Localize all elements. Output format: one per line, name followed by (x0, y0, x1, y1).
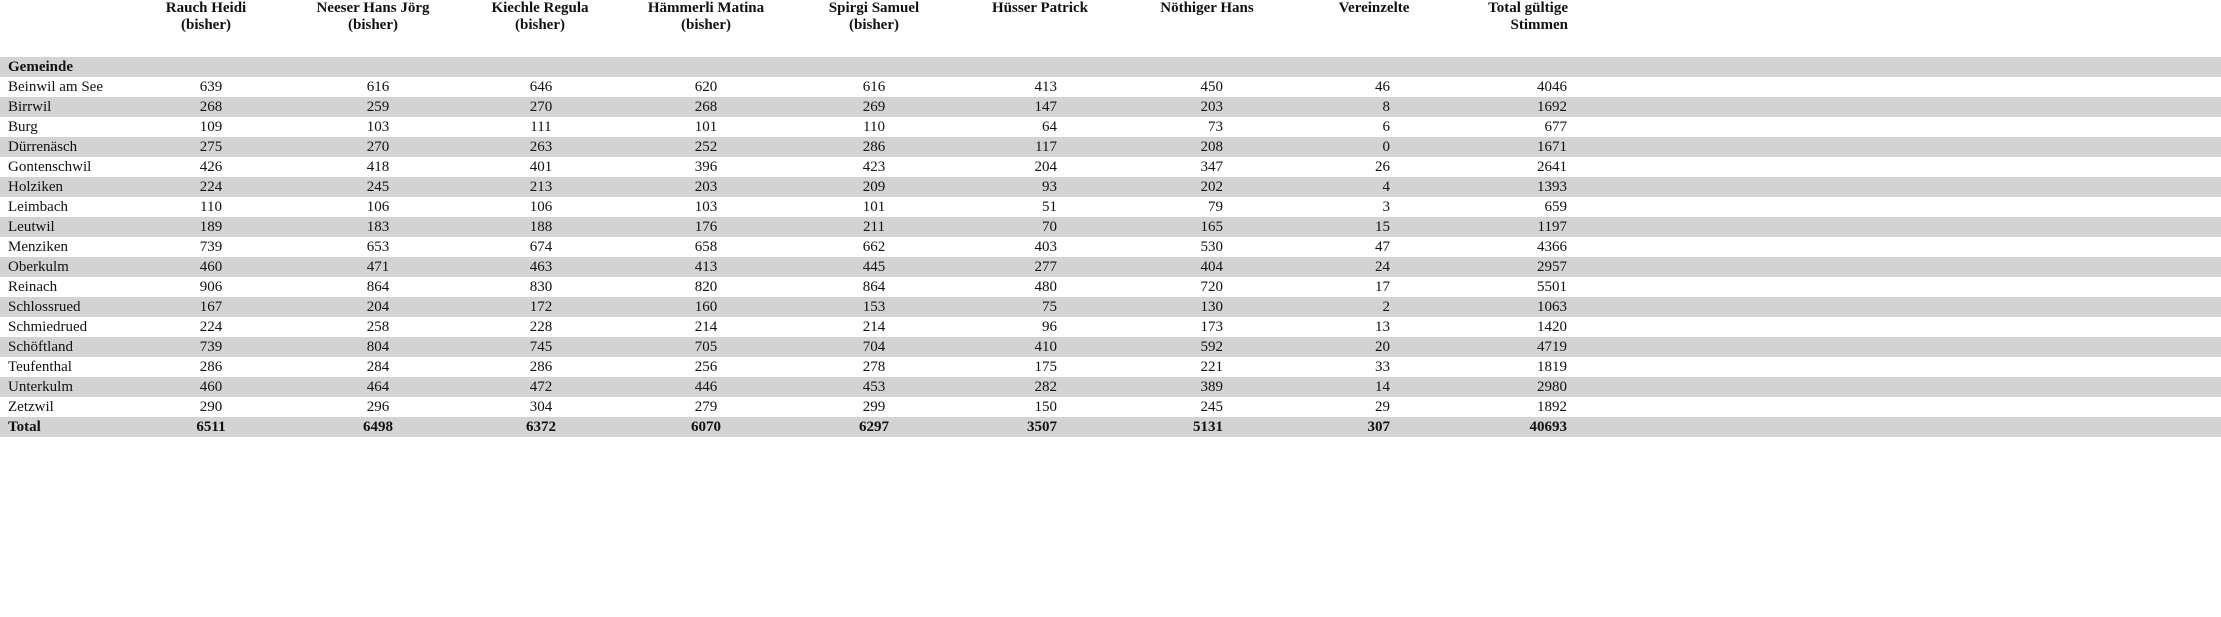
table-row (0, 77, 2221, 97)
vote-count-cell: 286 (529, 358, 553, 375)
vote-count-cell: 208 (1200, 138, 1223, 155)
column-header-line2: (bisher) (681, 17, 731, 33)
vote-count-cell: 1819 (1537, 358, 1567, 375)
vote-count-cell: 720 (1200, 278, 1223, 295)
vote-count-cell: 203 (1200, 98, 1223, 115)
vote-count-cell: 29 (1375, 398, 1390, 415)
column-header-line2: (bisher) (181, 17, 231, 33)
vote-count-cell: 256 (694, 358, 718, 375)
vote-count-cell: 464 (366, 378, 390, 395)
column-header-neeser (273, 0, 473, 34)
vote-count-cell: 279 (694, 398, 718, 415)
municipality-name: Leutwil (8, 218, 55, 235)
column-header-line1: Vereinzelte (1338, 0, 1410, 16)
vote-count-cell: 269 (862, 98, 886, 115)
vote-count-cell: 472 (529, 378, 553, 395)
table-row (0, 117, 2221, 137)
column-header-kiechle (450, 0, 630, 34)
vote-count-cell: 5131 (1193, 418, 1223, 435)
vote-count-cell: 224 (199, 318, 223, 335)
vote-count-cell: 268 (694, 98, 718, 115)
vote-count-cell: 296 (366, 398, 390, 415)
vote-count-cell: 450 (1200, 78, 1223, 95)
column-header-line2: (bisher) (849, 17, 899, 33)
vote-count-cell: 347 (1200, 158, 1223, 175)
vote-count-cell: 103 (694, 198, 718, 215)
vote-count-cell: 1692 (1537, 98, 1567, 115)
vote-count-cell: 33 (1375, 358, 1390, 375)
vote-count-cell: 6511 (196, 418, 226, 435)
vote-count-cell: 270 (529, 98, 553, 115)
column-header-line2: (bisher) (515, 17, 565, 33)
vote-count-cell: 130 (1200, 298, 1223, 315)
column-header-noethiger (1122, 0, 1292, 17)
vote-count-cell: 110 (863, 118, 885, 135)
vote-count-cell: 268 (199, 98, 223, 115)
vote-count-cell: 211 (863, 218, 885, 235)
table-row (0, 137, 2221, 157)
vote-count-cell: 209 (862, 178, 886, 195)
table-row (0, 157, 2221, 177)
vote-count-cell: 307 (1367, 418, 1390, 435)
municipality-name: Schöftland (8, 338, 73, 355)
vote-count-cell: 639 (199, 78, 223, 95)
vote-count-cell: 96 (1042, 318, 1057, 335)
vote-count-cell: 6 (1382, 118, 1390, 135)
municipality-name: Burg (8, 118, 38, 135)
vote-count-cell: 286 (862, 138, 886, 155)
vote-count-cell: 592 (1200, 338, 1223, 355)
vote-count-cell: 471 (366, 258, 390, 275)
vote-count-cell: 401 (529, 158, 553, 175)
vote-count-cell: 203 (694, 178, 718, 195)
vote-count-cell: 150 (1034, 398, 1057, 415)
municipality-name: Schmiedrued (8, 318, 88, 335)
vote-count-cell: 252 (694, 138, 718, 155)
vote-count-cell: 1393 (1537, 178, 1567, 195)
column-header-spirgi (789, 0, 959, 34)
municipality-name: Dürrenäsch (8, 138, 78, 155)
vote-count-cell: 1197 (1537, 218, 1567, 235)
column-header-huesser (955, 0, 1125, 17)
column-header-line2: Stimmen (1510, 17, 1568, 33)
vote-count-cell: 109 (199, 118, 223, 135)
vote-count-cell: 662 (862, 238, 886, 255)
vote-count-cell: 263 (529, 138, 553, 155)
vote-count-cell: 101 (862, 198, 886, 215)
vote-count-cell: 1892 (1537, 398, 1567, 415)
vote-count-cell: 404 (1200, 258, 1223, 275)
vote-count-cell: 175 (1034, 358, 1057, 375)
vote-count-cell: 14 (1375, 378, 1390, 395)
column-header-line1: Hüsser Patrick (992, 0, 1088, 16)
table-row (0, 97, 2221, 117)
vote-count-cell: 480 (1034, 278, 1057, 295)
vote-count-cell: 106 (366, 198, 390, 215)
vote-count-cell: 5501 (1537, 278, 1567, 295)
section-row (0, 57, 2221, 77)
vote-count-cell: 616 (366, 78, 390, 95)
vote-count-cell: 188 (529, 218, 553, 235)
vote-count-cell: 204 (1034, 158, 1057, 175)
vote-count-cell: 1063 (1537, 298, 1567, 315)
vote-count-cell: 403 (1034, 238, 1057, 255)
vote-count-cell: 103 (366, 118, 390, 135)
vote-count-cell: 4366 (1537, 238, 1567, 255)
table-row (0, 297, 2221, 317)
vote-count-cell: 278 (862, 358, 886, 375)
vote-count-cell: 423 (862, 158, 886, 175)
vote-count-cell: 64 (1042, 118, 1057, 135)
vote-count-cell: 46 (1375, 78, 1390, 95)
vote-count-cell: 153 (862, 298, 886, 315)
municipality-name: Teufenthal (8, 358, 72, 375)
table-row (0, 337, 2221, 357)
vote-count-cell: 8 (1382, 98, 1390, 115)
vote-count-cell: 299 (862, 398, 886, 415)
vote-count-cell: 284 (366, 358, 390, 375)
vote-count-cell: 2957 (1537, 258, 1567, 275)
municipality-name: Oberkulm (8, 258, 69, 275)
vote-count-cell: 705 (694, 338, 718, 355)
column-header-vereinzelte (1304, 0, 1444, 17)
table-row (0, 317, 2221, 337)
table-row (0, 177, 2221, 197)
vote-count-cell: 2641 (1537, 158, 1567, 175)
vote-count-cell: 213 (529, 178, 553, 195)
table-row (0, 197, 2221, 217)
table-row (0, 237, 2221, 257)
vote-count-cell: 245 (1200, 398, 1223, 415)
vote-count-cell: 704 (862, 338, 886, 355)
column-header-rauch (131, 0, 281, 34)
vote-count-cell: 445 (862, 258, 886, 275)
vote-count-cell: 40693 (1529, 418, 1567, 435)
column-header-line1: Spirgi Samuel (828, 0, 920, 16)
vote-count-cell: 147 (1034, 98, 1057, 115)
vote-count-cell: 6297 (859, 418, 889, 435)
vote-count-cell: 4 (1382, 178, 1390, 195)
municipality-name: Unterkulm (8, 378, 73, 395)
vote-count-cell: 530 (1200, 238, 1223, 255)
vote-count-cell: 745 (529, 338, 553, 355)
vote-count-cell: 110 (200, 198, 222, 215)
vote-count-cell: 413 (1034, 78, 1057, 95)
vote-count-cell: 677 (1544, 118, 1567, 135)
municipality-name: Birrwil (8, 98, 52, 115)
vote-count-cell: 659 (1544, 198, 1567, 215)
vote-count-cell: 290 (199, 398, 223, 415)
vote-count-cell: 275 (199, 138, 223, 155)
vote-count-cell: 446 (694, 378, 718, 395)
vote-count-cell: 224 (199, 178, 223, 195)
vote-count-cell: 304 (529, 398, 553, 415)
vote-count-cell: 245 (366, 178, 390, 195)
vote-count-cell: 3507 (1027, 418, 1057, 435)
total-label: Total (8, 418, 41, 435)
table-row (0, 397, 2221, 417)
table-row (0, 217, 2221, 237)
vote-count-cell: 396 (694, 158, 718, 175)
column-header-line1: Neeser Hans Jörg (316, 0, 430, 16)
vote-count-cell: 674 (529, 238, 553, 255)
vote-count-cell: 804 (366, 338, 390, 355)
vote-count-cell: 17 (1375, 278, 1390, 295)
vote-count-cell: 282 (1034, 378, 1057, 395)
municipality-name: Gontenschwil (8, 158, 92, 175)
vote-count-cell: 20 (1375, 338, 1390, 355)
municipality-name: Schlossrued (8, 298, 81, 315)
vote-count-cell: 117 (1035, 138, 1057, 155)
vote-count-cell: 214 (694, 318, 718, 335)
vote-count-cell: 277 (1034, 258, 1057, 275)
vote-count-cell: 189 (199, 218, 223, 235)
vote-count-cell: 463 (529, 258, 553, 275)
vote-count-cell: 70 (1042, 218, 1057, 235)
column-header-haemmerli (611, 0, 801, 34)
vote-count-cell: 286 (199, 358, 223, 375)
vote-count-cell: 13 (1375, 318, 1390, 335)
section-label: Gemeinde (8, 58, 73, 75)
table-row (0, 277, 2221, 297)
vote-count-cell: 616 (862, 78, 886, 95)
vote-count-cell: 864 (366, 278, 390, 295)
vote-count-cell: 6070 (691, 418, 721, 435)
vote-count-cell: 653 (366, 238, 390, 255)
vote-count-cell: 2 (1382, 298, 1390, 315)
municipality-name: Holziken (8, 178, 63, 195)
vote-count-cell: 0 (1382, 138, 1390, 155)
vote-count-cell: 93 (1042, 178, 1057, 195)
vote-count-cell: 1671 (1537, 138, 1567, 155)
vote-count-cell: 426 (199, 158, 223, 175)
vote-count-cell: 270 (366, 138, 390, 155)
vote-count-cell: 259 (366, 98, 390, 115)
vote-count-cell: 906 (199, 278, 223, 295)
vote-count-cell: 739 (199, 238, 223, 255)
vote-count-cell: 258 (366, 318, 390, 335)
column-header-line1: Nöthiger Hans (1160, 0, 1254, 16)
table-row (0, 377, 2221, 397)
vote-count-cell: 2980 (1537, 378, 1567, 395)
column-header-line1: Total gültige (1488, 0, 1568, 16)
vote-count-cell: 389 (1200, 378, 1223, 395)
total-row (0, 417, 2221, 437)
vote-count-cell: 167 (199, 298, 223, 315)
vote-count-cell: 214 (862, 318, 886, 335)
vote-count-cell: 26 (1375, 158, 1390, 175)
vote-count-cell: 864 (862, 278, 886, 295)
vote-count-cell: 47 (1375, 238, 1390, 255)
vote-count-cell: 15 (1375, 218, 1390, 235)
vote-count-cell: 106 (529, 198, 553, 215)
vote-count-cell: 101 (694, 118, 718, 135)
vote-count-cell: 173 (1200, 318, 1223, 335)
vote-count-cell: 111 (530, 118, 552, 135)
column-header-line2: (bisher) (348, 17, 398, 33)
vote-count-cell: 79 (1208, 198, 1223, 215)
column-header-line1: Rauch Heidi (165, 0, 247, 16)
vote-count-cell: 221 (1200, 358, 1223, 375)
vote-count-cell: 453 (862, 378, 886, 395)
vote-count-cell: 3 (1382, 198, 1390, 215)
vote-count-cell: 413 (694, 258, 718, 275)
vote-count-cell: 739 (199, 338, 223, 355)
column-header-total (1430, 0, 1568, 34)
vote-count-cell: 6372 (526, 418, 556, 435)
vote-count-cell: 646 (529, 78, 553, 95)
vote-count-cell: 460 (199, 378, 223, 395)
vote-count-cell: 160 (694, 298, 718, 315)
municipality-name: Reinach (8, 278, 58, 295)
vote-count-cell: 73 (1208, 118, 1223, 135)
vote-count-cell: 1420 (1537, 318, 1567, 335)
municipality-name: Leimbach (8, 198, 68, 215)
vote-count-cell: 228 (529, 318, 553, 335)
vote-count-cell: 620 (694, 78, 718, 95)
vote-count-cell: 75 (1042, 298, 1057, 315)
vote-count-cell: 172 (529, 298, 553, 315)
column-header-line1: Hämmerli Matina (647, 0, 765, 16)
vote-count-cell: 460 (199, 258, 223, 275)
vote-count-cell: 418 (366, 158, 390, 175)
vote-count-cell: 658 (694, 238, 718, 255)
vote-count-cell: 183 (366, 218, 390, 235)
vote-count-cell: 202 (1200, 178, 1223, 195)
vote-count-cell: 6498 (363, 418, 393, 435)
vote-count-cell: 165 (1200, 218, 1223, 235)
vote-count-cell: 4719 (1537, 338, 1567, 355)
municipality-name: Beinwil am See (8, 78, 103, 95)
vote-count-cell: 830 (529, 278, 553, 295)
vote-count-cell: 820 (694, 278, 718, 295)
municipality-name: Zetzwil (8, 398, 54, 415)
vote-count-cell: 204 (366, 298, 390, 315)
column-header-line1: Kiechle Regula (491, 0, 589, 16)
table-row (0, 357, 2221, 377)
vote-count-cell: 51 (1042, 198, 1057, 215)
table-row (0, 257, 2221, 277)
vote-count-cell: 24 (1375, 258, 1390, 275)
municipality-name: Menziken (8, 238, 68, 255)
vote-count-cell: 410 (1034, 338, 1057, 355)
vote-count-cell: 176 (694, 218, 718, 235)
vote-count-cell: 4046 (1537, 78, 1567, 95)
